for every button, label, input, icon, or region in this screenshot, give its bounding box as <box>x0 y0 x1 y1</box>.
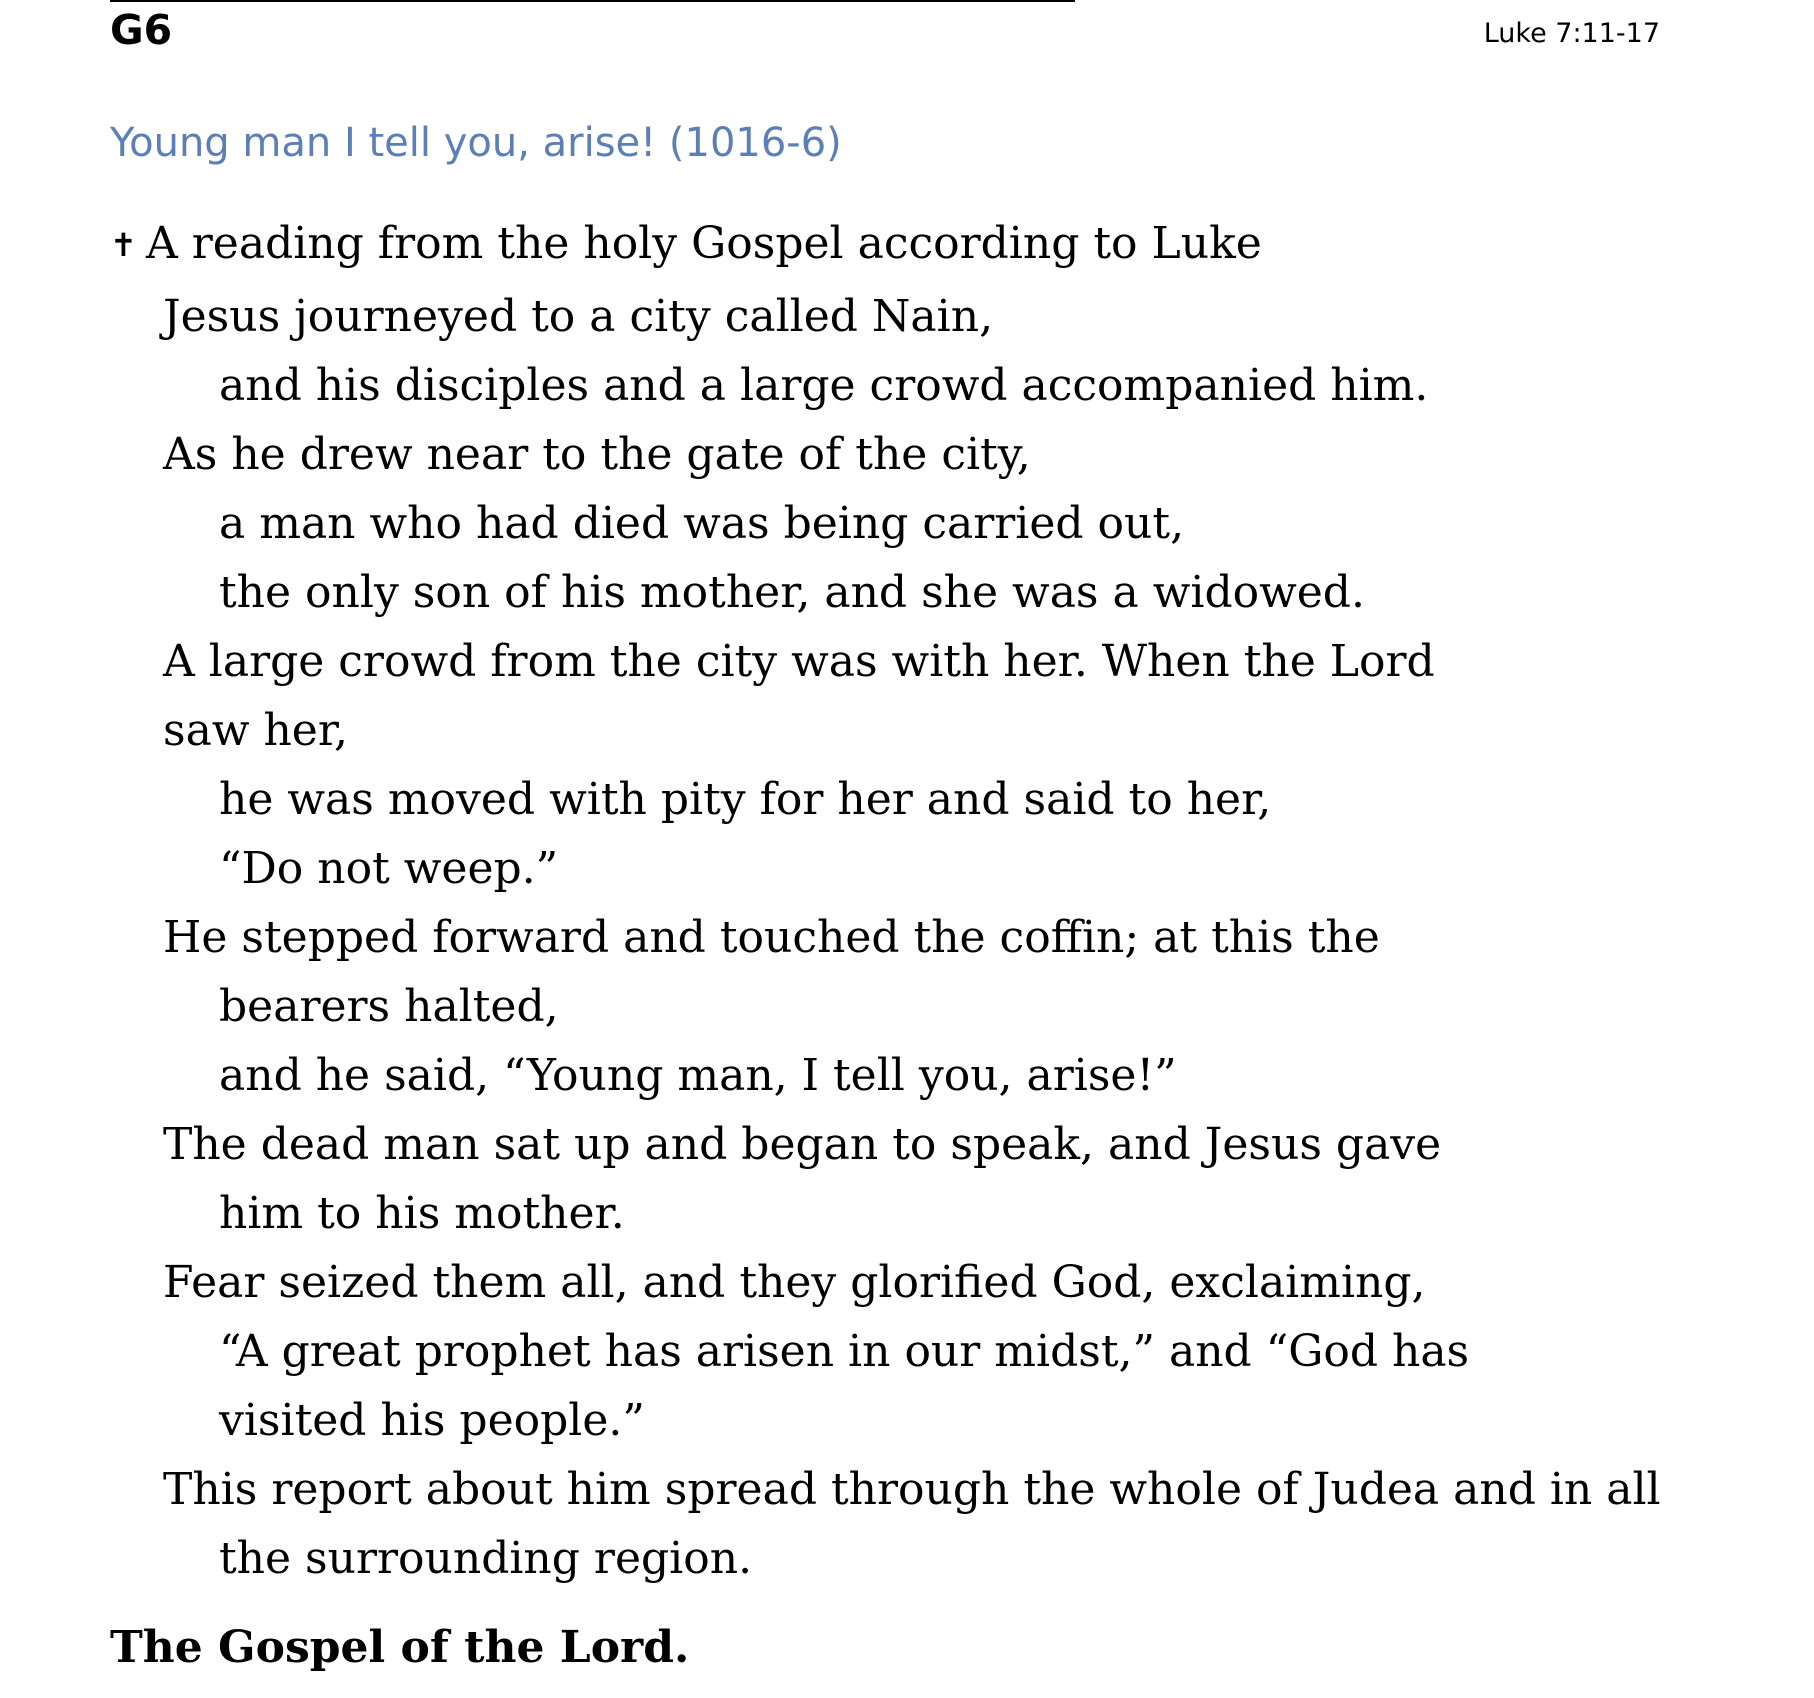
reading-line: The dead man sat up and began to speak, and Jesus gave <box>163 1119 1442 1170</box>
top-rule <box>110 0 1075 2</box>
reading-code: G6 <box>110 6 173 54</box>
reading-line: a man who had died was being carried out, <box>219 498 1185 549</box>
intro-text: A reading from the holy Gospel according to Luke <box>146 218 1262 269</box>
reading-line: and he said, “Young man, I tell you, arise!” <box>219 1050 1177 1101</box>
reading-intro <box>110 214 1262 275</box>
reading-line: him to his mother. <box>219 1188 625 1239</box>
reading-line: saw her, <box>163 705 349 756</box>
reading-line: and his disciples and a large crowd accompanied him. <box>219 360 1429 411</box>
closing-acclamation: The Gospel of the Lord. <box>110 1622 690 1673</box>
reading-line: This report about him spread through the whole of Judea and in all <box>163 1464 1661 1515</box>
reading-line: He stepped forward and touched the coffin; at this the <box>163 912 1380 963</box>
reading-line: “A great prophet has arisen in our midst,” and “God has <box>219 1326 1470 1377</box>
reading-line: bearers halted, <box>219 981 559 1032</box>
reading-line: Jesus journeyed to a city called Nain, <box>163 291 994 342</box>
reading-line: Fear seized them all, and they glorified God, exclaiming, <box>163 1257 1426 1308</box>
reading-line: he was moved with pity for her and said to her, <box>219 774 1272 825</box>
reading-line: As he drew near to the gate of the city, <box>163 429 1031 480</box>
cross-icon: ✝ <box>110 226 137 264</box>
reading-line: “Do not weep.” <box>219 843 559 894</box>
reading-line: the surrounding region. <box>219 1533 753 1584</box>
reading-line: visited his people.” <box>219 1395 645 1446</box>
reading-line: the only son of his mother, and she was a widowed. <box>219 567 1365 618</box>
scripture-reference: Luke 7:11-17 <box>1483 18 1660 49</box>
reading-line: A large crowd from the city was with her. When the Lord <box>163 636 1435 687</box>
reading-title: Young man I tell you, arise! (1016-6) <box>110 120 842 166</box>
